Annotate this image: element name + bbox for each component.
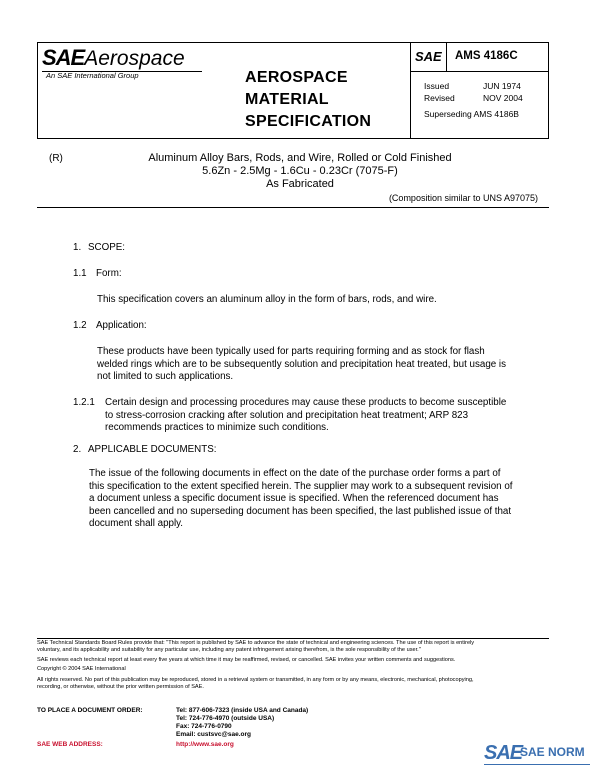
footer-rules: [37, 640, 567, 691]
order-label: TO PLACE A DOCUMENT ORDER:: [37, 707, 143, 714]
header-bottom-border: [37, 138, 549, 139]
section-1-2-title: Application:: [96, 320, 147, 331]
order-contact-line: Fax: 724-776-0790: [176, 723, 232, 730]
title-line-2: MATERIAL: [245, 91, 329, 108]
section-1-2-line: not limited to such applications.: [97, 371, 234, 382]
logo-sae-text: SAE: [42, 45, 85, 70]
document-title: [245, 67, 371, 133]
doc-number: AMS 4186C: [455, 50, 518, 62]
superseding-note: Superseding AMS 4186B: [424, 109, 519, 119]
composition-note: (Composition similar to UNS A97075): [388, 193, 538, 203]
section-1-2-1-line: Certain design and processing procedures may cause these products to become susceptible: [105, 397, 507, 408]
web-address-label: SAE WEB ADDRESS:: [37, 741, 103, 748]
logo-aerospace-text: Aerospace: [84, 47, 185, 70]
stamp-sae-logo: SAE: [484, 742, 523, 764]
order-contacts: [176, 707, 308, 739]
doc-sae-logo: SAE: [415, 49, 442, 64]
subject-line-2: 5.6Zn - 2.5Mg - 1.6Cu - 0.23Cr (7075-F): [202, 165, 398, 177]
logo-tagline: An SAE International Group: [46, 71, 139, 80]
footer-rules-line: SAE Technical Standards Board Rules provide that: "This report is published by SAE to advance the state of technical and engineering sciences. The use of this report is entirely: [37, 640, 475, 646]
subject-bottom-border: [37, 207, 549, 208]
title-line-1: AEROSPACE: [245, 69, 348, 86]
sae-norm-stamp: [484, 742, 594, 768]
section-2-title: APPLICABLE DOCUMENTS:: [88, 444, 217, 455]
revised-value: NOV 2004: [483, 93, 523, 103]
header-top-border: [37, 42, 549, 43]
web-address-link[interactable]: http://www.sae.org: [176, 741, 234, 748]
section-1-2-1-line: recommends practices to minimize such conditions.: [105, 422, 329, 433]
order-contact-line: Tel: 877-606-7323 (inside USA and Canada): [176, 707, 309, 714]
section-2-text: [89, 468, 513, 531]
order-contact-line: Email: custsvc@sae.org: [176, 731, 251, 738]
section-1-1-text: This specification covers an aluminum alloy in the form of bars, rods, and wire.: [97, 294, 437, 305]
section-1-number: 1.: [73, 242, 82, 253]
section-1-1-number: 1.1: [73, 268, 87, 279]
section-2-number: 2.: [73, 444, 82, 455]
section-2-line: The issue of the following documents in effect on the date of the purchase order forms a part of: [89, 468, 501, 479]
stamp-norm-text: SAE NORM: [520, 745, 585, 759]
doc-number-divider: [446, 42, 447, 71]
issued-value: JUN 1974: [483, 81, 521, 91]
section-2-line: document shall apply.: [89, 518, 184, 529]
footer-rights-line: All rights reserved. No part of this publication may be reproduced, stored in a retrieval system or transmitted, in any form or by any means, electronic, mechanical, photocopying,: [37, 676, 474, 683]
section-1-2-1-line: to stress-corrosion cracking after solution and precipitation heat treatment; ARP 823: [105, 409, 469, 421]
footer-review: SAE reviews each technical report at least every five years at which time it may be reaffirmed, revised, or cancelled. SAE invites your written comments and suggestions.: [37, 656, 456, 663]
revised-label: Revised: [424, 93, 455, 103]
section-1-2-line: These products have been typically used for parts requiring forming and as stock for flash: [97, 346, 485, 357]
footer-rule: [37, 638, 549, 639]
header-divider: [410, 42, 411, 138]
section-1-2-number: 1.2: [73, 320, 87, 331]
title-line-3: SPECIFICATION: [245, 113, 372, 130]
section-1-2-1-number: 1.2.1: [73, 397, 95, 408]
subject-line-1: Aluminum Alloy Bars, Rods, and Wire, Rolled or Cold Finished: [148, 152, 452, 164]
section-1-2-text: [97, 346, 506, 384]
section-1-1-title: Form:: [96, 268, 122, 279]
issued-label: Issued: [424, 81, 450, 91]
footer-copyright: Copyright © 2004 SAE International: [37, 666, 126, 673]
section-1-2-1-text: [105, 397, 506, 435]
header-right-border: [548, 42, 549, 139]
footer-rights-line: recording, or otherwise, without the prior written permission of SAE.: [37, 684, 204, 691]
revision-marker: (R): [49, 153, 63, 164]
section-1-title: SCOPE:: [88, 242, 126, 253]
section-2-line: been cancelled and no superseding document has been specified, the last published issue of that: [89, 505, 512, 517]
footer-rules-line: voluntary, and its applicability and suitability for any particular use, including any patent infringement arising therefrom, is the sole responsibility of the user.": [37, 647, 421, 654]
header-left-border: [37, 42, 38, 139]
section-2-line: this specification to the extent specified herein. The supplier may work to a subsequent revision of: [89, 480, 513, 492]
stamp-rule: [484, 764, 590, 765]
doc-number-underline: [410, 71, 549, 72]
subject-line-3: As Fabricated: [266, 178, 334, 190]
sae-aerospace-logo: [42, 45, 217, 81]
section-1-2-line: welded rings which are to be subsequently solution and precipitation heat treated, but usage is: [97, 358, 507, 370]
section-2-line: a document unless a specific document issue is specified. When the referenced document has: [89, 493, 499, 504]
order-contact-line: Tel: 724-776-4970 (outside USA): [176, 715, 275, 722]
